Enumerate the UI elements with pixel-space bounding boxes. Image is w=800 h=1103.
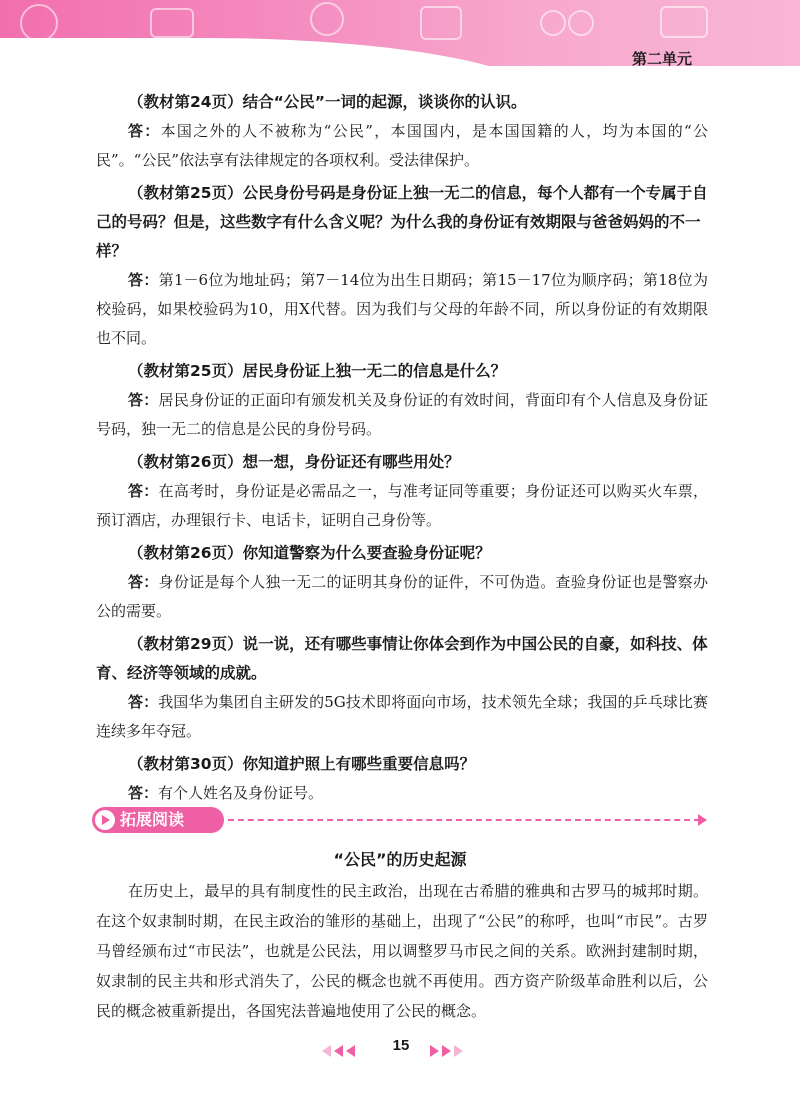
answer-text: 本国之外的人不被称为“公民”，本国国内，是本国国籍的人，均为本国的“公民”。“公民”依法享有法律规定的各项权利。受法律保护。	[96, 122, 708, 169]
question: （教材第25页）居民身份证上独一无二的信息是什么？	[128, 362, 507, 380]
answer-tag: 答：	[128, 482, 159, 500]
answer-text: 我国华为集团自主研发的5G技术即将面向市场，技术领先全球；我国的乒乓球比赛连续多年夺冠。	[96, 693, 708, 740]
qa-item	[96, 448, 708, 535]
qa-item	[96, 357, 708, 444]
clock-doodle-icon	[310, 2, 344, 36]
answer-tag: 答：	[128, 271, 159, 289]
question: （教材第26页）你知道警察为什么要查验身份证呢？	[128, 544, 491, 562]
answer	[96, 266, 708, 353]
book-doodle-icon	[150, 8, 194, 38]
extended-reading-badge	[92, 807, 224, 833]
unit-label: 第二单元	[631, 50, 692, 68]
answer-tag: 答：	[128, 122, 161, 140]
bag-doodle-icon	[420, 6, 462, 40]
globe-doodle-icon	[20, 4, 58, 42]
prev-arrows-icon	[322, 1042, 358, 1056]
banner-curve	[0, 38, 540, 66]
qa-item	[96, 539, 708, 626]
question: （教材第25页）公民身份号码是身份证上独一无二的信息，每个人都有一个专属于自己的号码？但是，这些数字有什么含义呢？为什么我的身份证有效期限与爸爸妈妈的不一样？	[96, 184, 708, 260]
glasses-doodle-icon	[540, 10, 566, 36]
play-icon	[95, 810, 115, 830]
qa-item	[96, 630, 708, 746]
question: （教材第30页）你知道护照上有哪些重要信息吗？	[128, 755, 476, 773]
answer-text: 在高考时，身份证是必需品之一，与准考证同等重要；身份证还可以购买火车票，预订酒店，办理银行卡、电话卡，证明自己身份等。	[96, 482, 708, 529]
answer-text: 居民身份证的正面印有颁发机关及身份证的有效时间，背面印有个人信息及身份证号码，独一无二的信息是公民的身份号码。	[96, 391, 708, 438]
answer-text: 身份证是每个人独一无二的证明其身份的证件，不可伪造。查验身份证也是警察办公的需要。	[96, 573, 708, 620]
article-title: “公民”的历史起源	[333, 850, 467, 869]
article-body: 在历史上，最早的具有制度性的民主政治，出现在古希腊的雅典和古罗马的城邦时期。在这个奴隶制时期，在民主政治的雏形的基础上，出现了“公民”的称呼，也叫“市民”。古罗马曾经颁布过“市民法”，也就是公民法，用以调整罗马市民之间的关系。欧洲封建制时期，奴隶制的民主共和形式消失了，公民的概念也就不再使用。西方资产阶级革命胜利以后，公民的概念被重新提出，各国宪法普遍地使用了公民的概念。	[96, 882, 708, 1020]
qa-item	[96, 179, 708, 353]
arrow-right-icon	[698, 814, 707, 826]
answer-text: 有个人姓名及身份证号。	[158, 784, 324, 802]
qa-item	[96, 750, 708, 808]
page-footer	[0, 1037, 800, 1061]
page-number: 15	[392, 1037, 410, 1054]
answer	[96, 568, 708, 626]
extended-reading-header	[92, 806, 712, 836]
qa-section	[96, 88, 708, 812]
answer	[96, 386, 708, 444]
answer	[96, 117, 708, 175]
glasses-doodle-icon-2	[568, 10, 594, 36]
answer-tag: 答：	[128, 573, 159, 591]
question: （教材第24页）结合“公民”一词的起源，谈谈你的认识。	[128, 93, 527, 111]
answer	[96, 779, 708, 808]
qa-item	[96, 88, 708, 175]
question: （教材第26页）想一想，身份证还有哪些用处？	[128, 453, 460, 471]
question: （教材第29页）说一说，还有哪些事情让你体会到作为中国公民的自豪，如科技、体育、经济等领域的成就。	[96, 635, 708, 682]
dashed-divider	[228, 819, 700, 821]
answer	[96, 688, 708, 746]
next-arrows-icon	[430, 1042, 466, 1056]
extended-reading-label: 拓展阅读	[120, 810, 185, 829]
notebook-doodle-icon	[660, 6, 708, 38]
answer-text: 第1－6位为地址码；第7－14位为出生日期码；第15－17位为顺序码；第18位为校验码，如果校验码为10，用X代替。因为我们与父母的年龄不同，所以身份证的有效期限也不同。	[96, 271, 708, 347]
answer-tag: 答：	[128, 693, 159, 711]
answer	[96, 477, 708, 535]
answer-tag: 答：	[128, 784, 159, 802]
answer-tag: 答：	[128, 391, 159, 409]
